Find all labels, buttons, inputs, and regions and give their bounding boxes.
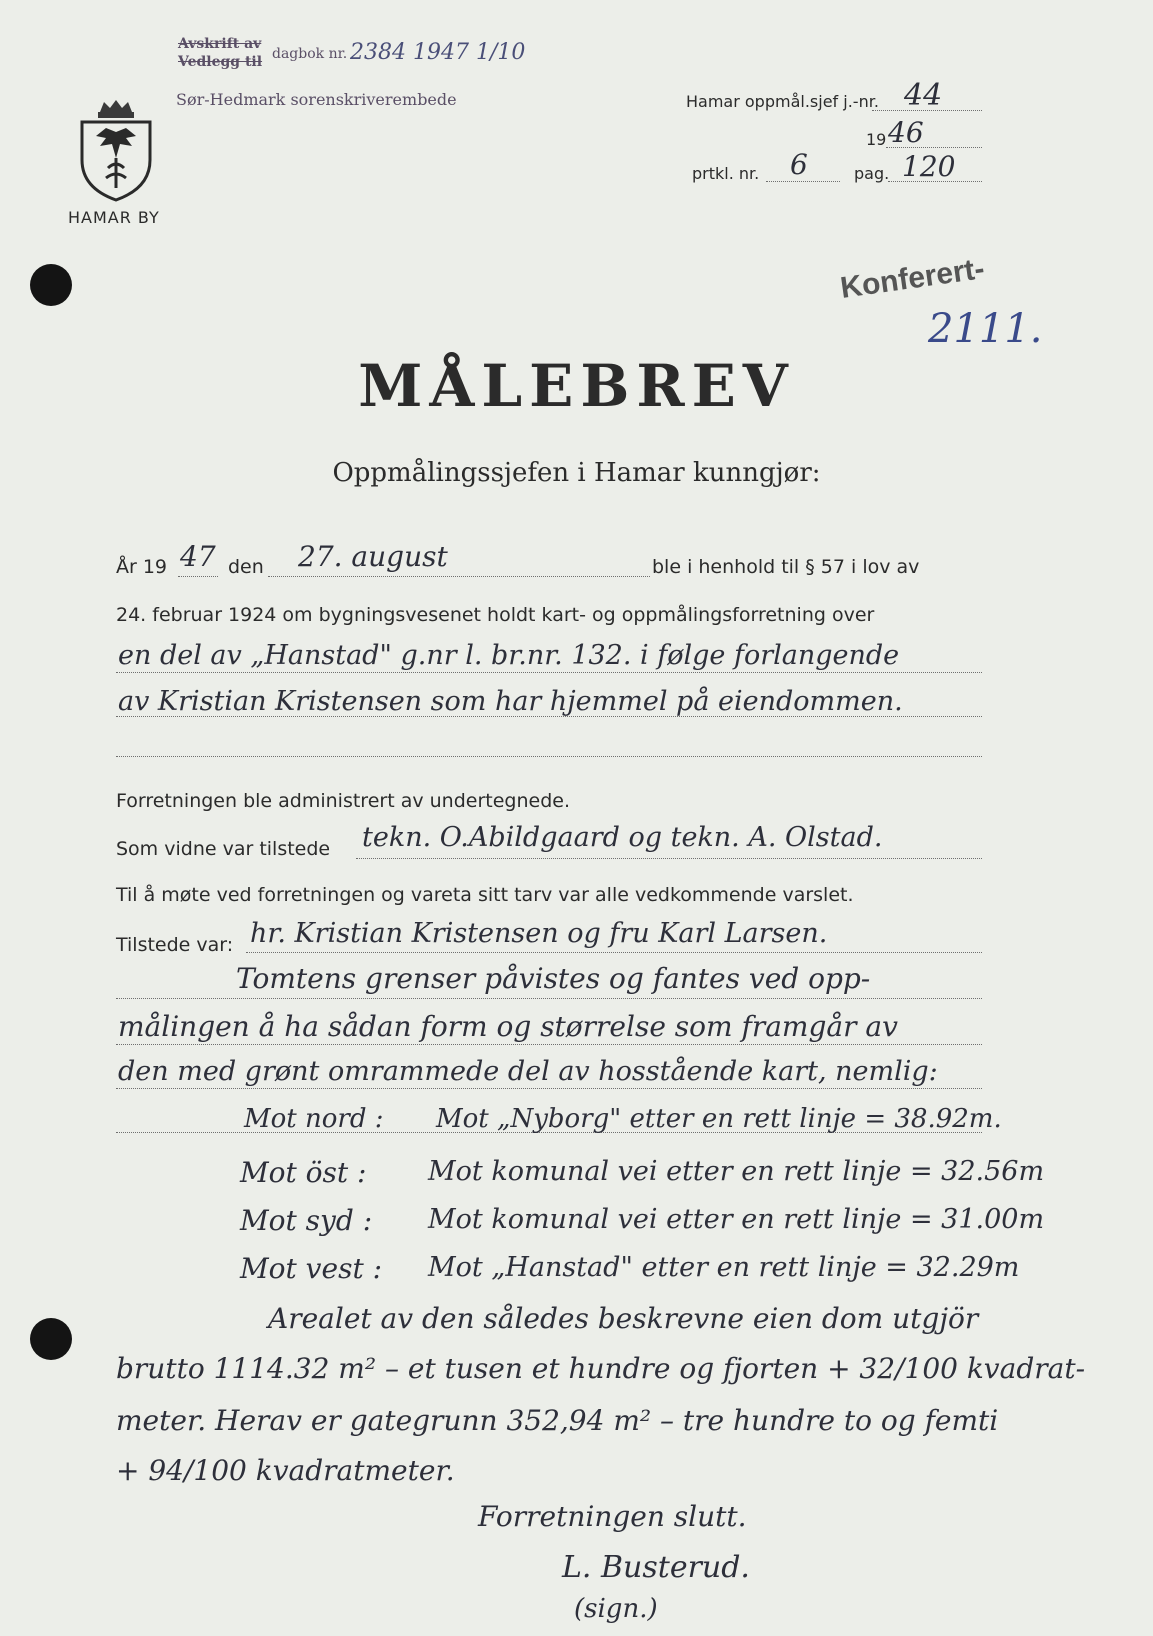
konferert-stamp: Konferert- [838,252,987,305]
tilstede-value: hr. Kristian Kristensen og fru Karl Larsen. [250,918,828,949]
year-value: 46 [888,116,924,149]
page-title: MÅLEBREV [358,352,795,420]
bound-desc: Mot „Hanstad" etter en rett linje = 32.29m [428,1252,1020,1283]
year-prefix: 19 [866,130,887,149]
jnr-value: 44 [904,78,943,113]
vidne-value: tekn. O.Abildgaard og tekn. A. Olstad. [362,822,883,853]
stamp-dagbok: dagbok nr. [272,46,348,62]
sign-note: (sign.) [574,1594,658,1624]
tilstede-label: Tilstede var: [116,934,234,956]
admin-line: Forretningen ble administrert av undertegnede. [116,790,570,812]
punch-hole-bottom [30,1318,72,1360]
punch-hole-top [30,264,72,306]
prtkl-label: prtkl. nr. [692,164,760,183]
line1-rest: ble i henhold til § 57 i lov av [652,556,920,578]
jnr-label: Hamar oppmål.sjef j.-nr. [686,92,879,111]
page-subtitle: Oppmålingssjefen i Hamar kunngjør: [332,458,821,488]
body-line2: 24. februar 1924 om bygningsvesenet holdt kart- og oppmålingsforretning over [116,604,875,626]
hw-line1: en del av „Hanstad" g.nr l. br.nr. 132. i følge forlangende [118,640,900,671]
bound-desc: Mot komunal vei etter en rett linje = 32.56m [428,1156,1045,1187]
signature: L. Busterud. [562,1550,750,1585]
bound-dir: Mot vest : [240,1252,383,1285]
area-line3: meter. Herav er gategrunn 352,94 m² – tre hundre to og femti [116,1404,999,1437]
area-line1: Arealet av den således beskrevne eien dom utgjör [268,1302,979,1335]
hw-para1: Tomtens grenser påvistes og fantes ved opp- [236,962,871,995]
hw-para2: målingen å ha sådan form og størrelse som framgår av [118,1010,898,1043]
ar-year: 47 [180,540,216,573]
konferert-note: 2111. [928,306,1043,352]
area-line4: + 94/100 kvadratmeter. [116,1454,455,1487]
den-label: den [228,556,264,578]
area-line2: brutto 1114.32 m² – et tusen et hundre og fjorten + 32/100 kvadrat- [116,1352,1086,1385]
prtkl-value: 6 [790,148,808,181]
city-label: HAMAR BY [68,208,160,227]
bound-dir: Mot syd : [240,1204,373,1237]
hw-para3: den med grønt omrammede del av hosstående kart, nemlig: [118,1056,938,1087]
pag-value: 120 [902,150,956,183]
mote-line: Til å møte ved forretningen og vareta sitt tarv var alle vedkommende varslet. [116,884,854,906]
bound-desc: Mot komunal vei etter en rett linje = 31.00m [428,1204,1045,1235]
bound-dir: Mot nord : [244,1104,384,1134]
stamp-avskrift: Avskrift av [178,36,262,52]
date-value: 27. august [298,540,448,573]
pag-label: pag. [854,164,890,183]
ar-label: År 19 [116,556,168,578]
coat-of-arms-icon [78,98,154,202]
stamp-office: Sør-Hedmark sorenskriverembede [176,90,457,109]
stamp-number: 2384 1947 1/10 [350,40,526,65]
bound-desc: Mot „Nyborg" etter en rett linje = 38.92m. [436,1104,1002,1134]
bound-dir: Mot öst : [240,1156,367,1189]
stamp-vedlegg: Vedlegg til [178,54,263,70]
closing-text: Forretningen slutt. [478,1500,747,1533]
hw-line2: av Kristian Kristensen som har hjemmel på eiendommen. [118,686,903,717]
vidne-label: Som vidne var tilstede [116,838,331,860]
